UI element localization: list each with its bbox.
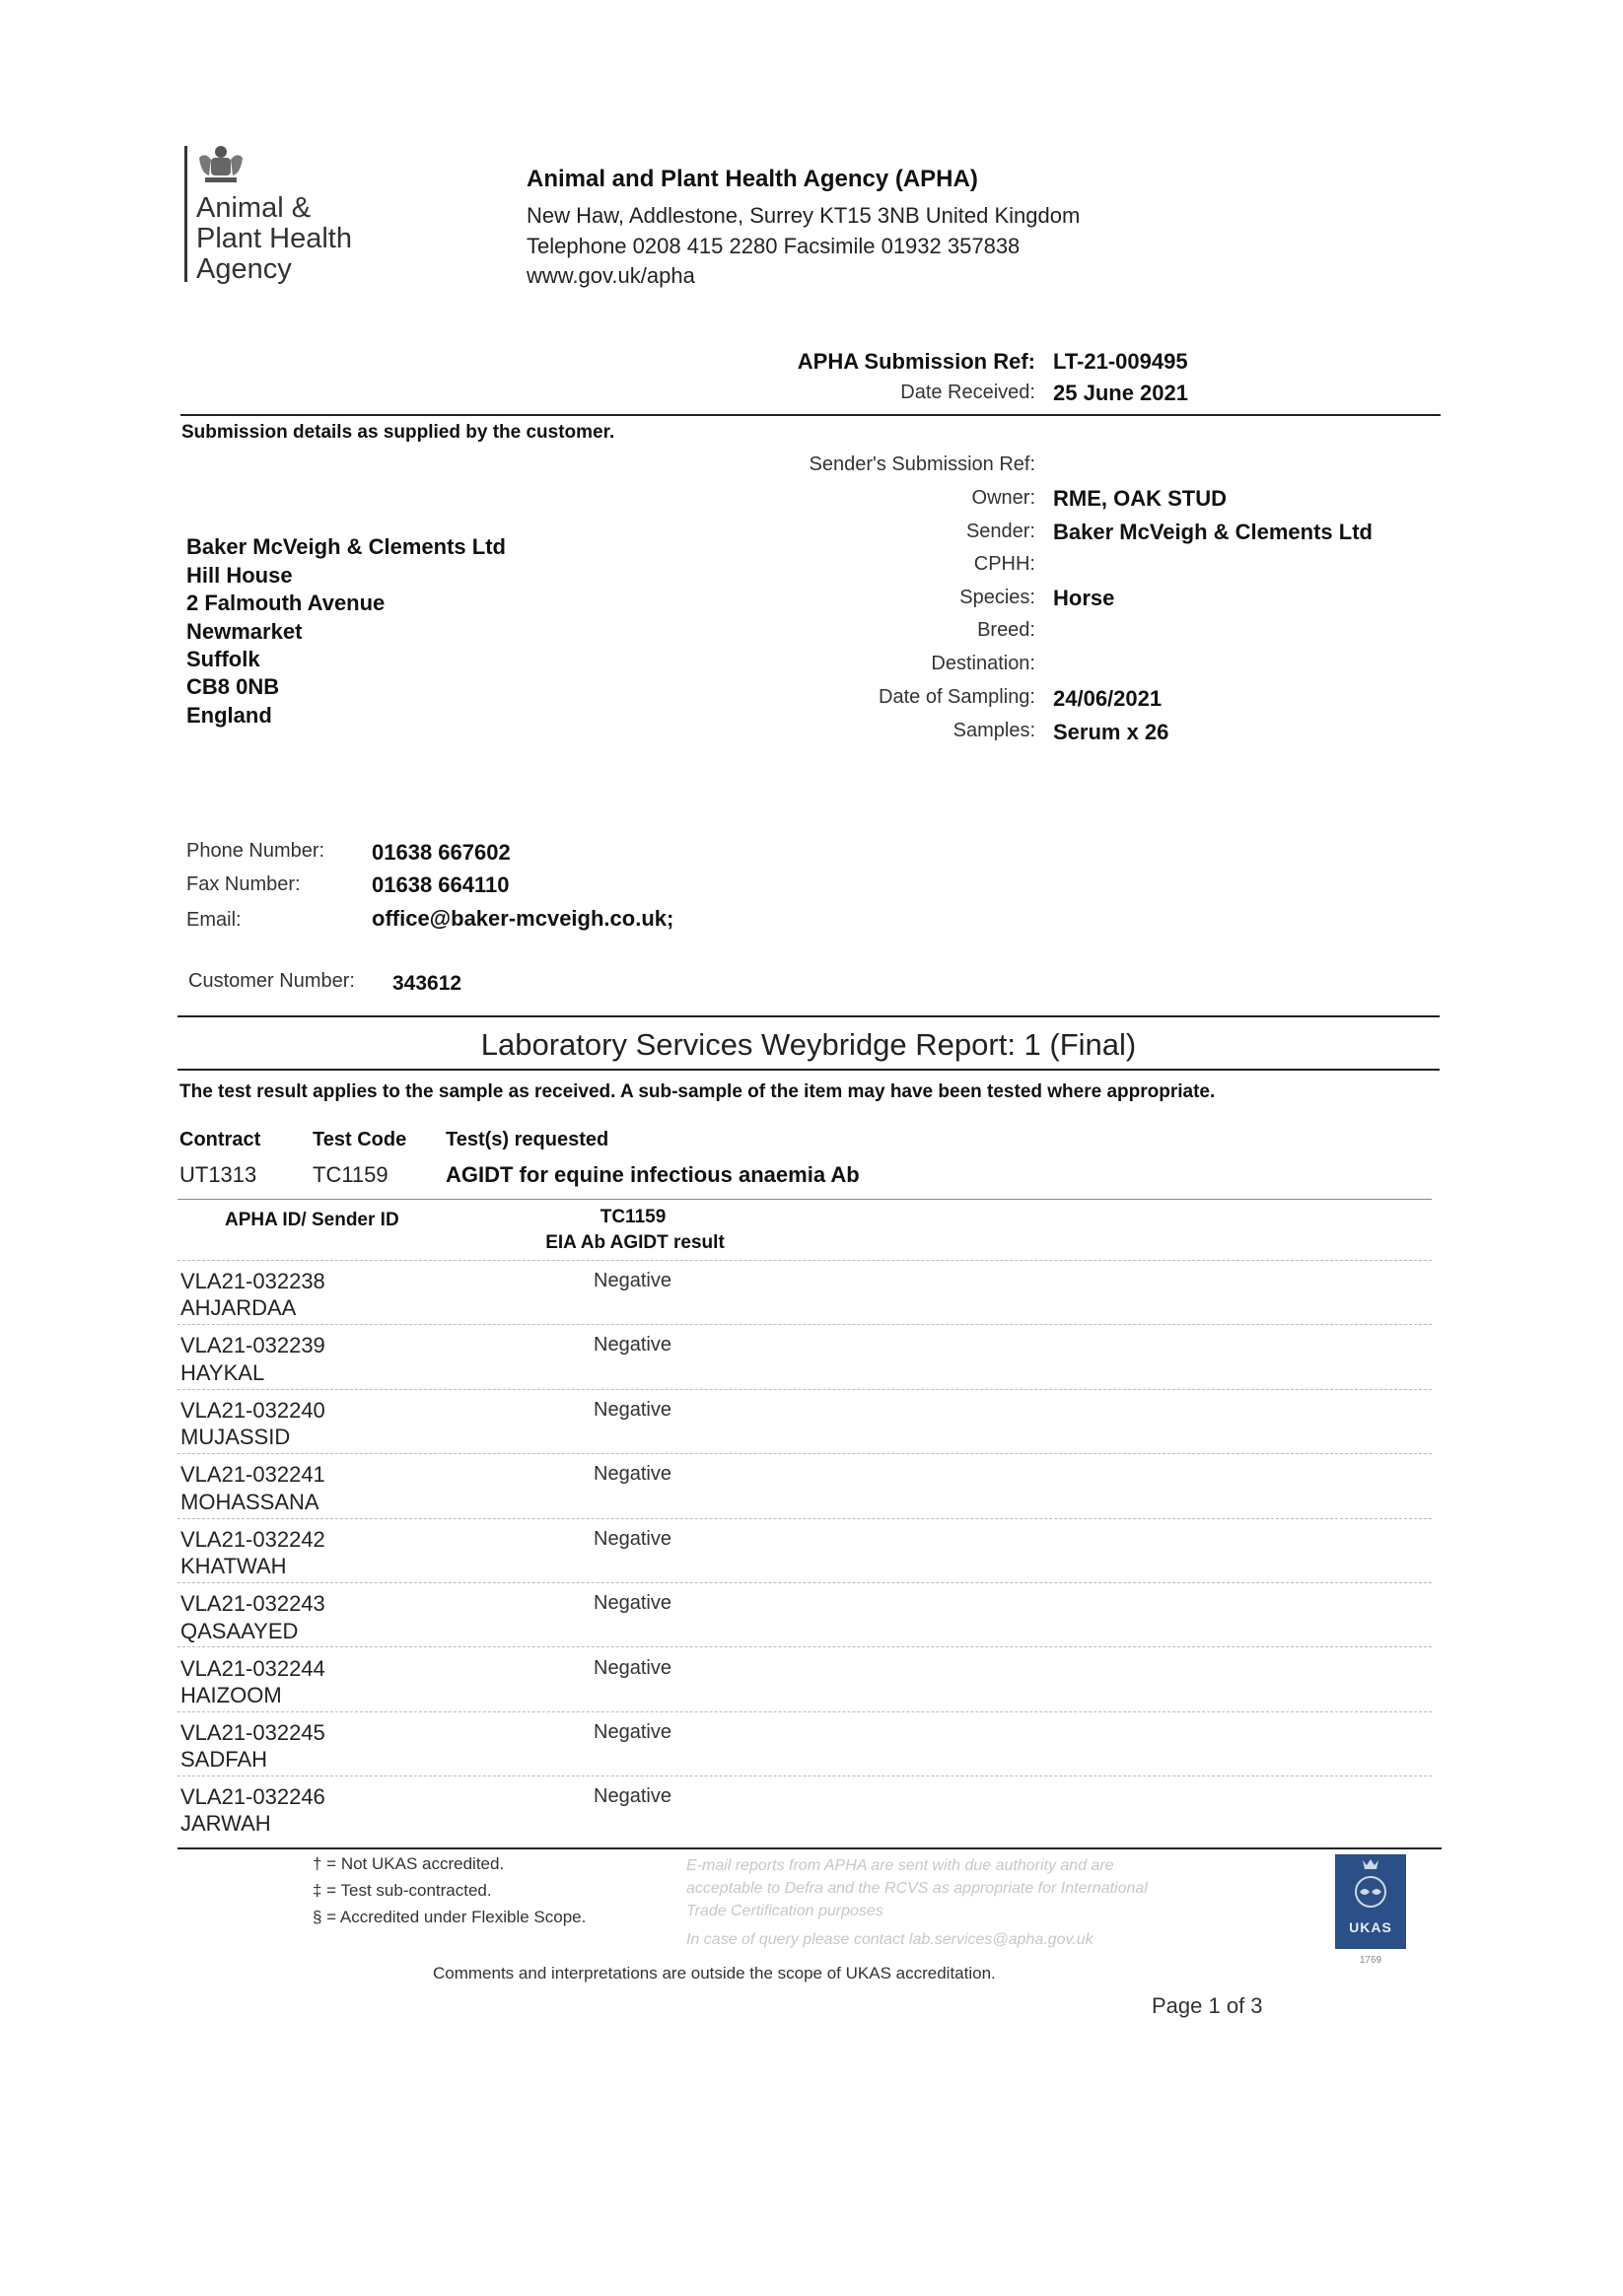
sample-name: KHATWAH <box>180 1554 287 1578</box>
sample-id: VLA21-032239 <box>180 1333 325 1357</box>
result-column-header-name: EIA Ab AGIDT result <box>545 1232 725 1253</box>
logo-text-line2: Plant Health <box>196 223 352 254</box>
fax-value: 01638 664110 <box>372 872 510 897</box>
contract-value: UT1313 <box>179 1162 257 1187</box>
ukas-text: UKAS <box>1349 1919 1392 1935</box>
samples-label: Samples: <box>953 720 1035 741</box>
sample-name: QASAAYED <box>180 1619 299 1643</box>
table-row-divider <box>177 1389 1432 1390</box>
sample-name: MOHASSANA <box>180 1490 319 1514</box>
address-line: Hill House <box>186 563 293 588</box>
email-value: office@baker-mcveigh.co.uk; <box>372 906 674 931</box>
date-received-value: 25 June 2021 <box>1053 381 1188 405</box>
date-received-label: Date Received: <box>900 382 1035 403</box>
table-row-divider <box>177 1646 1432 1647</box>
ukas-logo <box>1335 1854 1406 1966</box>
agency-website: www.gov.uk/apha <box>527 263 695 288</box>
sample-name: AHJARDAA <box>180 1295 297 1320</box>
ukas-crown-icon <box>1335 1854 1406 1915</box>
sample-name: HAIZOOM <box>180 1683 282 1707</box>
test-code-header: Test Code <box>313 1129 407 1150</box>
sampling-date-value: 24/06/2021 <box>1053 686 1163 711</box>
owner-label: Owner: <box>971 487 1035 509</box>
test-code-value: TC1159 <box>313 1162 388 1187</box>
sender-value: Baker McVeigh & Clements Ltd <box>1053 520 1373 544</box>
submission-ref-value: LT-21-009495 <box>1053 349 1188 374</box>
key-not-accredited: † = Not UKAS accredited. <box>313 1854 505 1873</box>
page-number: Page 1 of 3 <box>1152 1993 1263 2018</box>
contract-header: Contract <box>179 1129 261 1150</box>
email-note-line2: acceptable to Defra and the RCVS as appropriate for International <box>686 1880 1148 1897</box>
fax-label: Fax Number: <box>186 873 301 895</box>
address-line: Baker McVeigh & Clements Ltd <box>186 534 506 559</box>
email-label: Email: <box>186 909 242 931</box>
logo-text-line3: Agency <box>196 253 292 285</box>
sample-id: VLA21-032244 <box>180 1656 325 1681</box>
sample-name: JARWAH <box>180 1811 271 1836</box>
sample-id: VLA21-032241 <box>180 1462 325 1487</box>
breed-label: Breed: <box>977 619 1035 641</box>
address-line: England <box>186 703 272 728</box>
destination-label: Destination: <box>931 653 1035 674</box>
sample-result: Negative <box>594 1528 671 1550</box>
email-note-line1: E-mail reports from APHA are sent with due authority and are <box>686 1857 1114 1874</box>
sample-id: VLA21-032242 <box>180 1527 325 1552</box>
table-row-divider <box>177 1711 1432 1712</box>
logo-bar <box>184 146 187 282</box>
logo-text-line1: Animal & <box>196 192 312 224</box>
cphh-label: CPHH: <box>973 553 1035 575</box>
query-note: In case of query please contact lab.services@apha.gov.uk <box>686 1931 1094 1948</box>
agency-telephone: Telephone 0208 415 2280 Facsimile 01932 357838 <box>527 234 1021 258</box>
table-row-divider <box>177 1260 1432 1261</box>
royal-crest-icon <box>193 144 248 187</box>
email-note-line3: Trade Certification purposes <box>686 1903 883 1919</box>
submission-ref-label: APHA Submission Ref: <box>797 349 1035 374</box>
sample-id: VLA21-032245 <box>180 1720 325 1745</box>
key-flexible-scope: § = Accredited under Flexible Scope. <box>313 1908 587 1926</box>
ukas-number: 1769 <box>1359 1955 1382 1966</box>
id-column-header: APHA ID/ Sender ID <box>225 1210 399 1230</box>
key-sub-contracted: ‡ = Test sub-contracted. <box>313 1881 492 1900</box>
sample-id: VLA21-032238 <box>180 1269 325 1293</box>
sample-name: HAYKAL <box>180 1360 265 1385</box>
sample-name: SADFAH <box>180 1747 268 1772</box>
tests-requested-header: Test(s) requested <box>446 1129 609 1150</box>
sample-id: VLA21-032240 <box>180 1398 325 1423</box>
table-row-divider <box>177 1775 1432 1776</box>
table-row-divider <box>177 1453 1432 1454</box>
sample-result: Negative <box>594 1399 671 1421</box>
sample-result: Negative <box>594 1785 671 1807</box>
result-column-header-code: TC1159 <box>600 1207 667 1227</box>
address-line: Newmarket <box>186 619 303 644</box>
sample-result: Negative <box>594 1334 671 1356</box>
header-divider <box>180 414 1441 416</box>
phone-value: 01638 667602 <box>372 840 511 865</box>
address-line: Suffolk <box>186 647 260 671</box>
sample-result: Negative <box>594 1592 671 1614</box>
report-title: Laboratory Services Weybridge Report: 1 (Final) <box>480 1027 1137 1062</box>
tests-requested-value: AGIDT for equine infectious anaemia Ab <box>446 1162 860 1187</box>
table-top-rule <box>177 1199 1432 1200</box>
report-note: The test result applies to the sample as received. A sub-sample of the item may have been tested where appropriate. <box>179 1081 1216 1102</box>
table-row-divider <box>177 1324 1432 1325</box>
address-line: 2 Falmouth Avenue <box>186 591 386 615</box>
species-value: Horse <box>1053 586 1115 610</box>
agency-address: New Haw, Addlestone, Surrey KT15 3NB United Kingdom <box>527 203 1081 228</box>
phone-label: Phone Number: <box>186 840 325 862</box>
table-row-divider <box>177 1518 1432 1519</box>
sample-id: VLA21-032243 <box>180 1591 325 1616</box>
species-label: Species: <box>959 587 1035 608</box>
sampling-date-label: Date of Sampling: <box>879 686 1035 708</box>
comments-note: Comments and interpretations are outside the scope of UKAS accreditation. <box>433 1964 996 1983</box>
samples-value: Serum x 26 <box>1053 720 1169 744</box>
sample-result: Negative <box>594 1721 671 1743</box>
report-divider-top <box>177 1015 1440 1017</box>
table-row-divider <box>177 1582 1432 1583</box>
sample-id: VLA21-032246 <box>180 1784 325 1809</box>
sample-result: Negative <box>594 1657 671 1679</box>
sender-ref-label: Sender's Submission Ref: <box>809 453 1035 475</box>
address-line: CB8 0NB <box>186 674 280 699</box>
sender-label: Sender: <box>965 521 1035 542</box>
sample-result: Negative <box>594 1270 671 1291</box>
report-divider-bottom <box>177 1069 1440 1071</box>
owner-value: RME, OAK STUD <box>1053 486 1227 511</box>
agency-name: Animal and Plant Health Agency (APHA) <box>527 166 978 192</box>
customer-number-value: 343612 <box>392 972 462 995</box>
customer-number-label: Customer Number: <box>188 970 355 992</box>
customer-note: Submission details as supplied by the customer. <box>181 422 615 443</box>
sample-result: Negative <box>594 1463 671 1485</box>
footer-divider <box>177 1847 1442 1849</box>
sample-name: MUJASSID <box>180 1425 291 1449</box>
